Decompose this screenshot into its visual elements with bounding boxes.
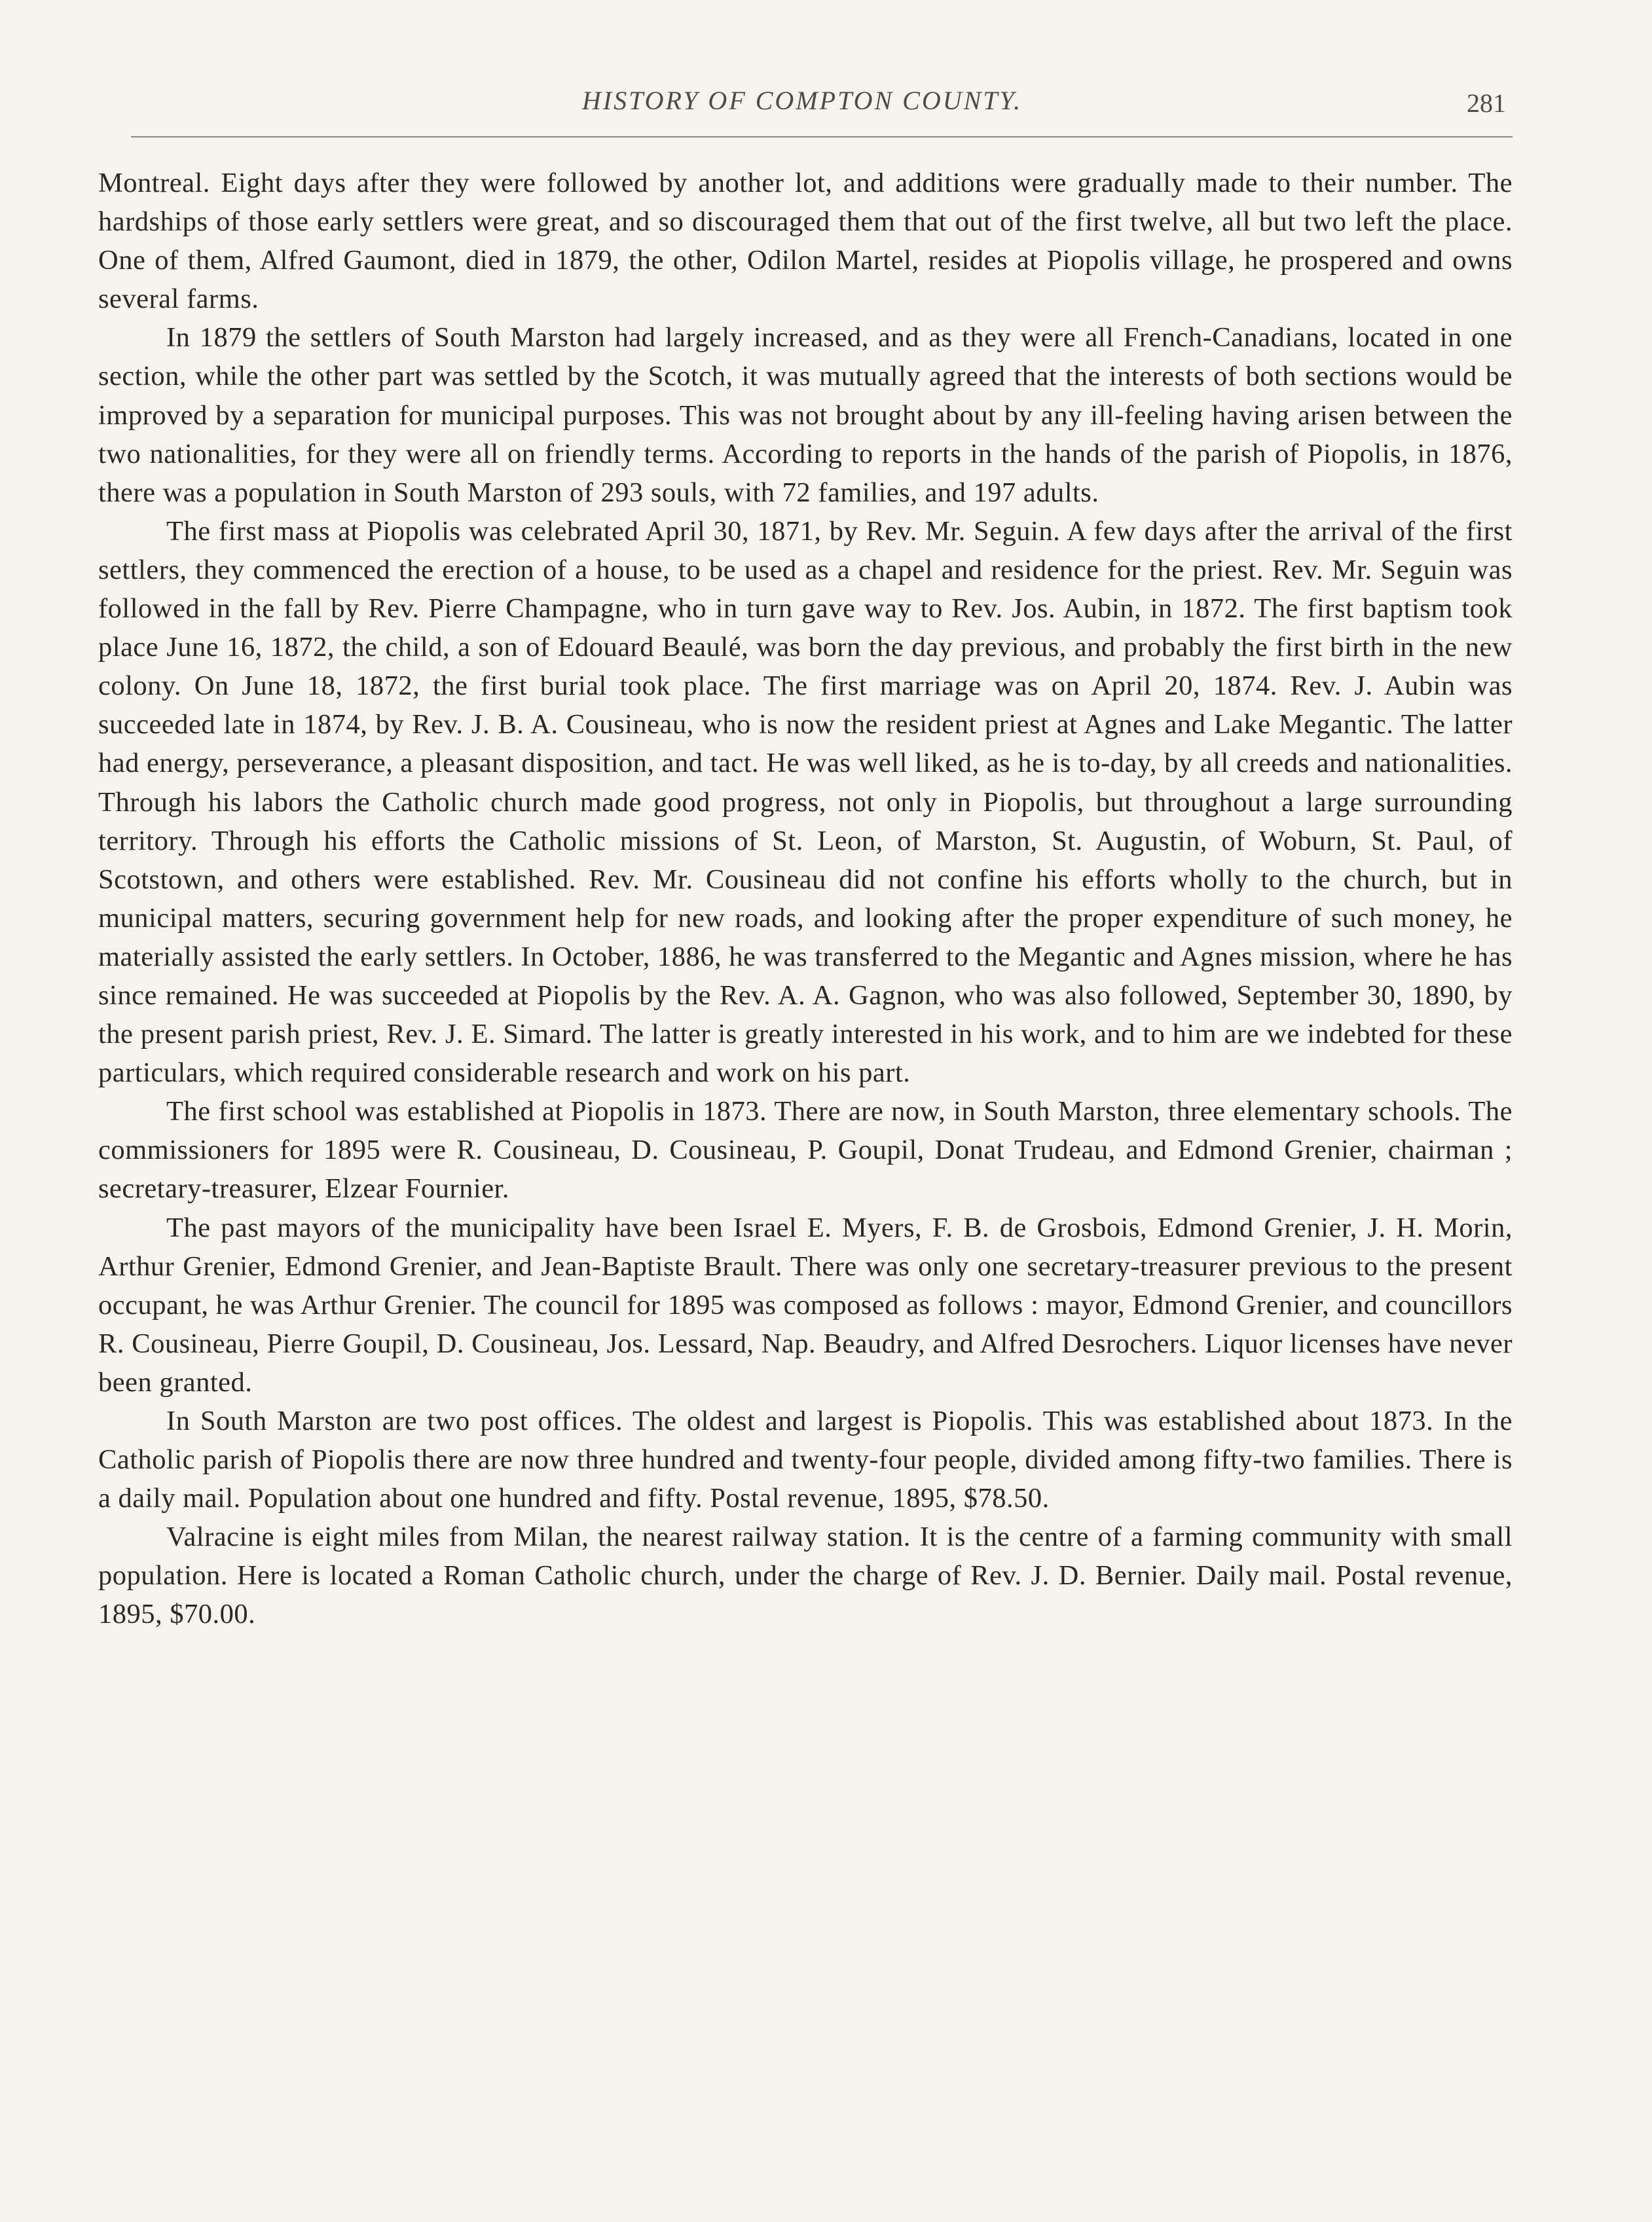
header-rule [131,136,1513,137]
paragraph: In 1879 the settlers of South Marston had largely increased, and as they were all French-Canadians, located in one section, while the other part was settled by the Scotch, it was mutually agreed that the interests of both sections would be improved by a separation for municipal purposes. This was not brought about by any ill-feeling having arisen between the two nationalities, for they were all on friendly terms. According to reports in the hands of the parish of Piopolis, in 1876, there was a population in South Marston of 293 souls, with 72 families, and 197 adults. [98,322,1513,508]
running-head [98,85,1506,137]
paragraph: The past mayors of the municipality have been Israel E. Myers, F. B. de Grosbois, Edmond Grenier, J. H. Morin, Arthur Grenier, Edmond Grenier, and Jean-Baptiste Brault. There was only one secretary-treasurer previous to the present occupant, he was Arthur Grenier. The council for 1895 was composed as follows : mayor, Edmond Grenier, and councillors R. Cousineau, Pierre Goupil, D. Cousineau, Jos. Lessard, Nap. Beaudry, and Alfred Desrochers. Liquor licenses have never been granted. [98,1212,1513,1398]
page-number: 281 [1467,88,1506,118]
paragraph: Valracine is eight miles from Milan, the nearest railway station. It is the centre of a farming community with small population. Here is located a Roman Catholic church, under the charge of Rev. J. D. Bernier. Daily mail. Postal revenue, 1895, $70.00. [98,1521,1513,1630]
paragraph: In South Marston are two post offices. The oldest and largest is Piopolis. This was established about 1873. In the Catholic parish of Piopolis there are now three hundred and twenty-four people, divided among fifty-two families. There is a daily mail. Population about one hundred and fifty. Postal revenue, 1895, $78.50. [98,1406,1513,1514]
paragraph-continued: Montreal. Eight days after they were followed by another lot, and additions were gradually made to their number. The hardships of those early settlers were great, and so discouraged them that out of the first twelve, all but two left the place. One of them, Alfred Gaumont, died in 1879, the other, Odilon Martel, resides at Piopolis village, he prospered and owns several farms. [98,168,1513,315]
body-text [98,164,1513,1634]
running-title: HISTORY OF COMPTON COUNTY. [581,86,1023,115]
paragraph: The first mass at Piopolis was celebrated April 30, 1871, by Rev. Mr. Seguin. A few days after the arrival of the first settlers, they commenced the erection of a house, to be used as a chapel and residence for the priest. Rev. Mr. Seguin was followed in the fall by Rev. Pierre Champagne, who in turn gave way to Rev. Jos. Aubin, in 1872. The first baptism took place June 16, 1872, the child, a son of Edouard Beaulé, was born the day previous, and probably the first birth in the new colony. On June 18, 1872, the first burial took place. The first marriage was on April 20, 1874. Rev. J. Aubin was succeeded late in 1874, by Rev. J. B. A. Cousineau, who is now the resident priest at Agnes and Lake Megantic. The latter had energy, perseverance, a pleasant disposition, and tact. He was well liked, as he is to-day, by all creeds and nationalities. Through his labors the Catholic church made good progress, not only in Piopolis, but throughout a large surrounding territory. Through his efforts the Catholic missions of St. Leon, of Marston, St. Augustin, of Woburn, St. Paul, of Scotstown, and others were established. Rev. Mr. Cousineau did not confine his efforts wholly to the church, but in municipal matters, securing government help for new roads, and looking after the proper expenditure of such money, he materially assisted the early settlers. In October, 1886, he was transferred to the Megantic and Agnes mission, where he has since remained. He was succeeded at Piopolis by the Rev. A. A. Gagnon, who was also followed, September 30, 1890, by the present parish priest, Rev. J. E. Simard. The latter is greatly interested in his work, and to him are we indebted for these particulars, which required considerable research and work on his part. [98,515,1513,1089]
paragraph: The first school was established at Piopolis in 1873. There are now, in South Marston, three elementary schools. The commissioners for 1895 were R. Cousineau, D. Cousineau, P. Goupil, Donat Trudeau, and Edmond Grenier, chairman ; secretary-treasurer, Elzear Fournier. [98,1096,1513,1205]
